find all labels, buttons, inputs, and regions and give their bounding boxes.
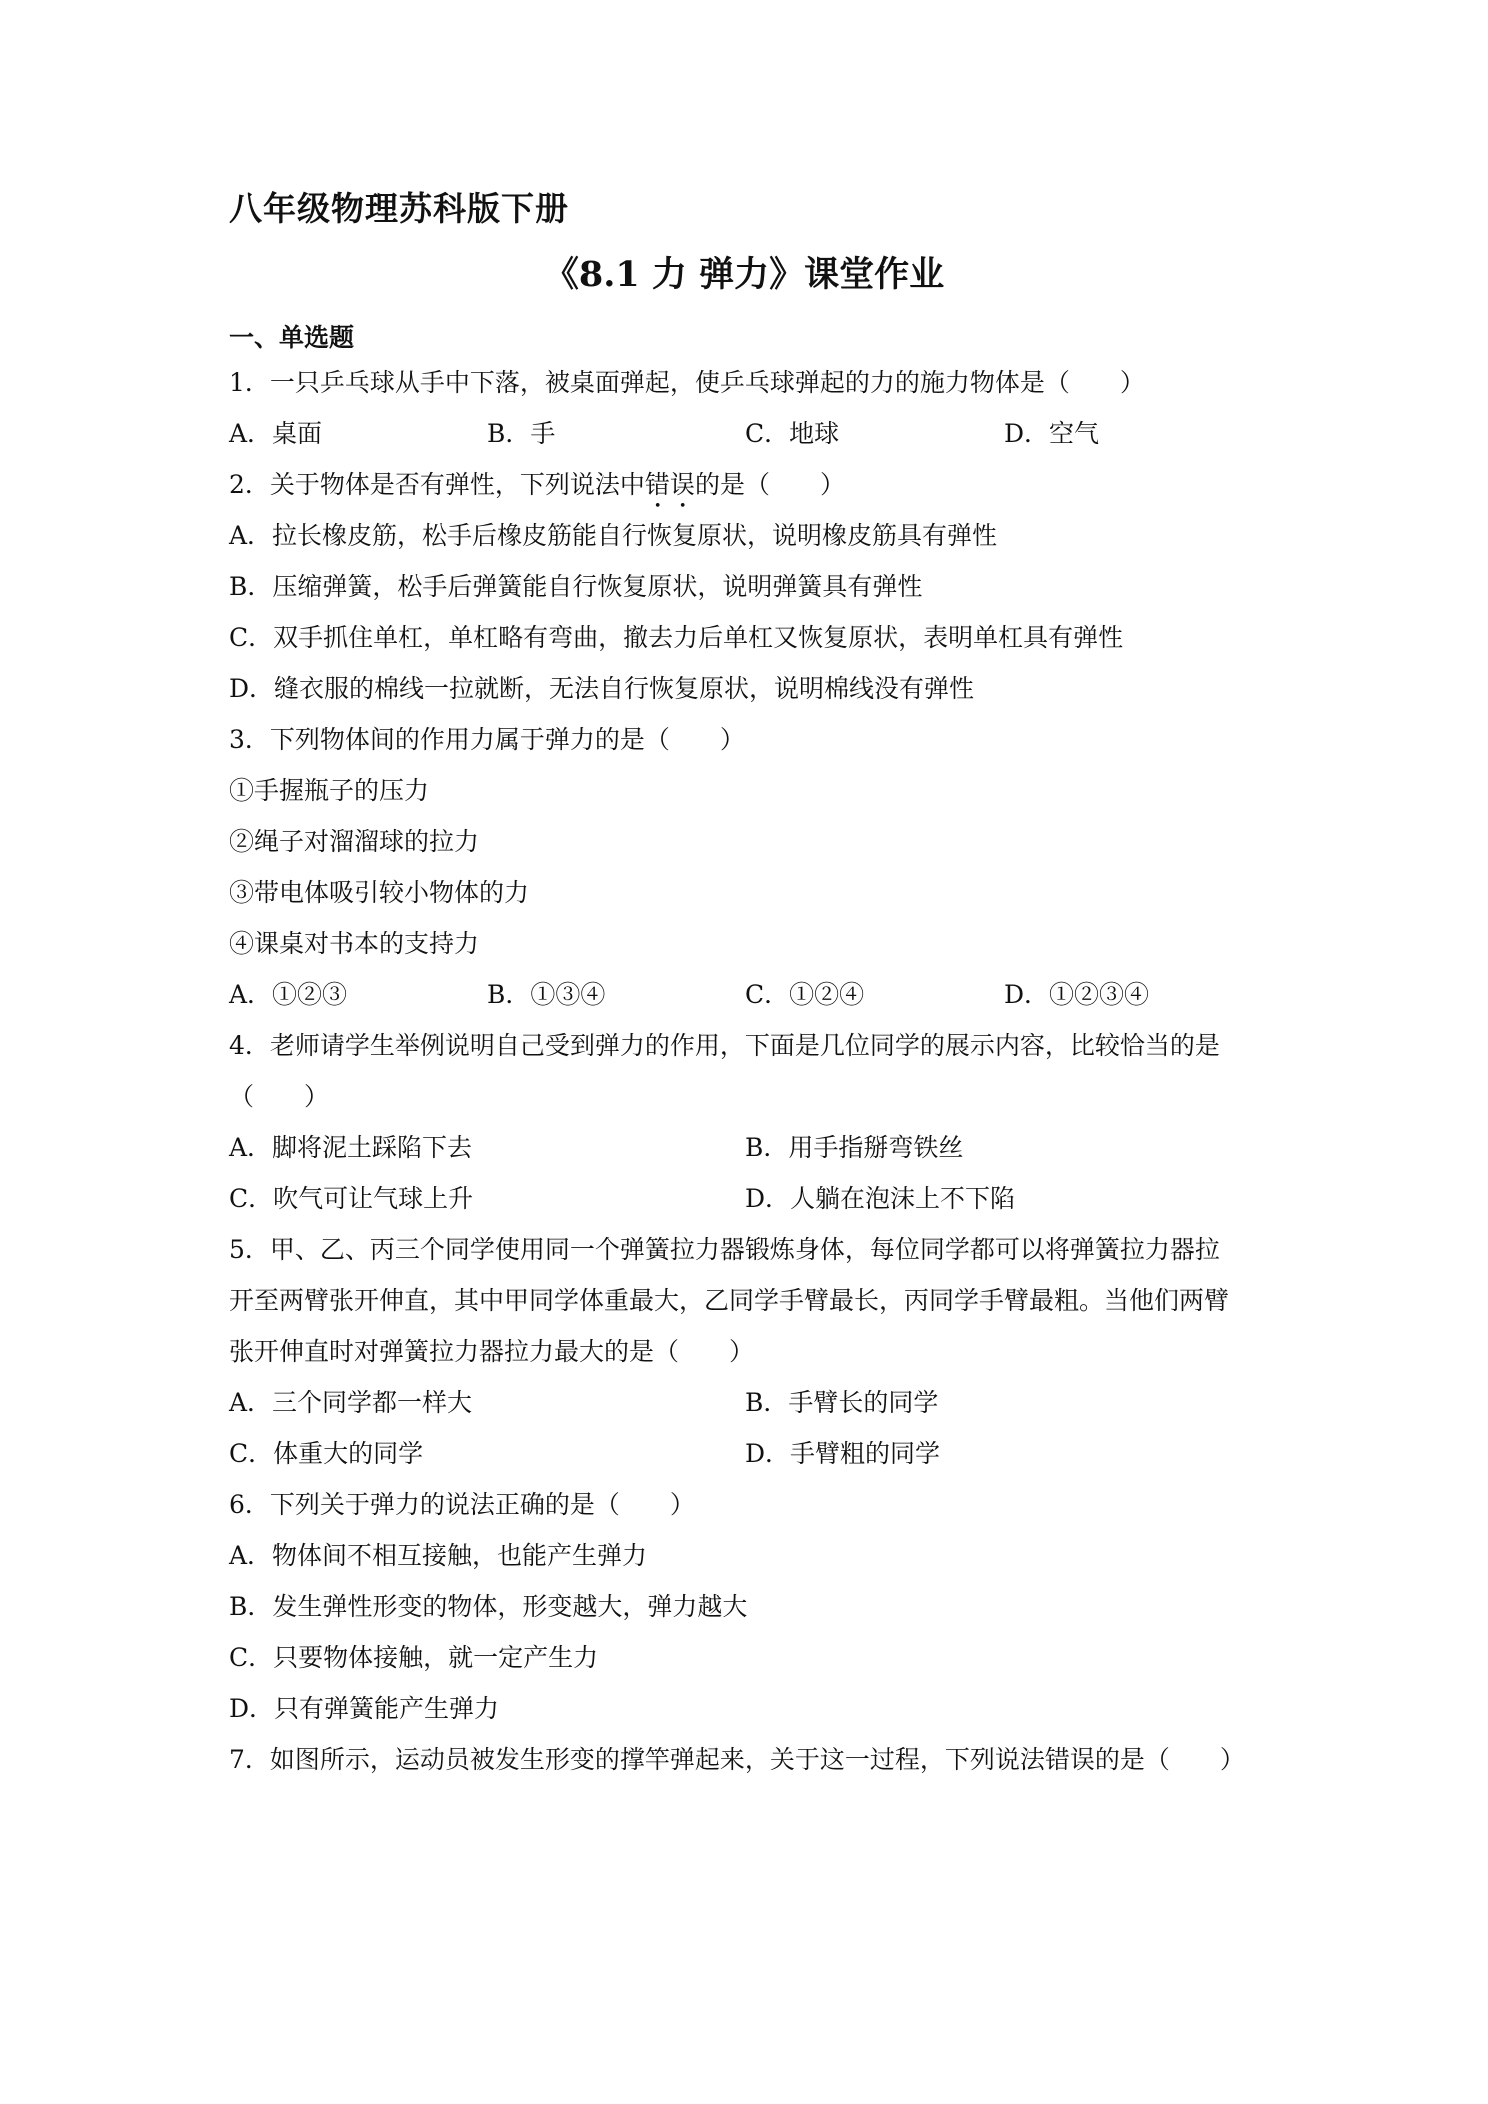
question-7-stem: 7．如图所示，运动员被发生形变的撑竿弹起来，关于这一过程，下列说法错误的是（ ） xyxy=(229,1745,1245,1774)
question-6-stem: 6．下列关于弹力的说法正确的是（ ） xyxy=(229,1490,695,1519)
question-5-stem-line-1: 5．甲、乙、丙三个同学使用同一个弹簧拉力器锻炼身体，每位同学都可以将弹簧拉力器拉 xyxy=(229,1235,1220,1264)
question-5-stem-line-2: 开至两臂张开伸直，其中甲同学体重最大，乙同学手臂最长，丙同学手臂最粗。当他们两臂 xyxy=(229,1286,1230,1315)
header-title: 八年级物理苏科版下册 xyxy=(229,189,569,228)
question-2-stem-pre: 2．关于物体是否有弹性，下列说法中 xyxy=(229,470,645,499)
question-1-option-a: A．桌面 xyxy=(229,419,323,448)
question-5-stem-line-3: 张开伸直时对弹簧拉力器拉力最大的是（ ） xyxy=(229,1337,755,1366)
section-heading: 一、单选题 xyxy=(229,323,355,352)
question-4-stem-line-2: （ ） xyxy=(229,1082,330,1111)
question-3-option-b: B．①③④ xyxy=(487,980,606,1009)
question-4-option-c: C．吹气可让气球上升 xyxy=(229,1184,474,1213)
question-2-stem-post: 的是（ ） xyxy=(694,470,845,499)
question-3-item-3: ③带电体吸引较小物体的力 xyxy=(229,878,530,907)
question-1-stem: 1．一只乒乓球从手中下落，被桌面弹起，使乒乓球弹起的力的施力物体是（ ） xyxy=(229,368,1145,397)
question-6-option-c: C．只要物体接触，就一定产生力 xyxy=(229,1643,599,1672)
question-6-option-d: D．只有弹簧能产生弹力 xyxy=(229,1694,500,1723)
question-3-option-d: D．①②③④ xyxy=(1004,980,1150,1009)
question-4-option-a: A．脚将泥土踩陷下去 xyxy=(229,1133,473,1162)
question-3-item-2: ②绳子对溜溜球的拉力 xyxy=(229,827,480,856)
question-3-stem: 3．下列物体间的作用力属于弹力的是（ ） xyxy=(229,725,745,754)
main-title: 《8.1 力 弹力》课堂作业 xyxy=(543,254,945,295)
question-2-stem-emphasis: 错误 xyxy=(644,470,695,499)
question-4-option-b: B．用手指掰弯铁丝 xyxy=(745,1133,964,1162)
question-1-option-c: C．地球 xyxy=(745,419,840,448)
question-2-option-c: C．双手抓住单杠，单杠略有弯曲，撤去力后单杠又恢复原状，表明单杠具有弹性 xyxy=(229,623,1124,652)
question-6-option-b: B．发生弹性形变的物体，形变越大，弹力越大 xyxy=(229,1592,748,1621)
question-2-option-b: B．压缩弹簧，松手后弹簧能自行恢复原状，说明弹簧具有弹性 xyxy=(229,572,923,601)
question-3-option-a: A．①②③ xyxy=(229,980,348,1009)
question-5-option-d: D．手臂粗的同学 xyxy=(745,1439,941,1468)
question-3-item-1: ①手握瓶子的压力 xyxy=(229,776,430,805)
question-2-option-d: D．缝衣服的棉线一拉就断，无法自行恢复原状，说明棉线没有弹性 xyxy=(229,674,975,703)
question-5-option-c: C．体重大的同学 xyxy=(229,1439,424,1468)
question-4-stem-line-1: 4．老师请学生举例说明自己受到弹力的作用，下面是几位同学的展示内容，比较恰当的是 xyxy=(229,1031,1220,1060)
question-3-item-4: ④课桌对书本的支持力 xyxy=(229,929,480,958)
question-4-option-d: D．人躺在泡沫上不下陷 xyxy=(745,1184,1016,1213)
question-2-option-a: A．拉长橡皮筋，松手后橡皮筋能自行恢复原状，说明橡皮筋具有弹性 xyxy=(229,521,998,550)
question-1-option-b: B．手 xyxy=(487,419,556,448)
question-5-option-b: B．手臂长的同学 xyxy=(745,1388,939,1417)
question-2-stem xyxy=(229,469,845,514)
question-5-option-a: A．三个同学都一样大 xyxy=(229,1388,473,1417)
question-6-option-a: A．物体间不相互接触，也能产生弹力 xyxy=(229,1541,648,1570)
question-3-option-c: C．①②④ xyxy=(745,980,865,1009)
question-1-option-d: D．空气 xyxy=(1004,419,1100,448)
